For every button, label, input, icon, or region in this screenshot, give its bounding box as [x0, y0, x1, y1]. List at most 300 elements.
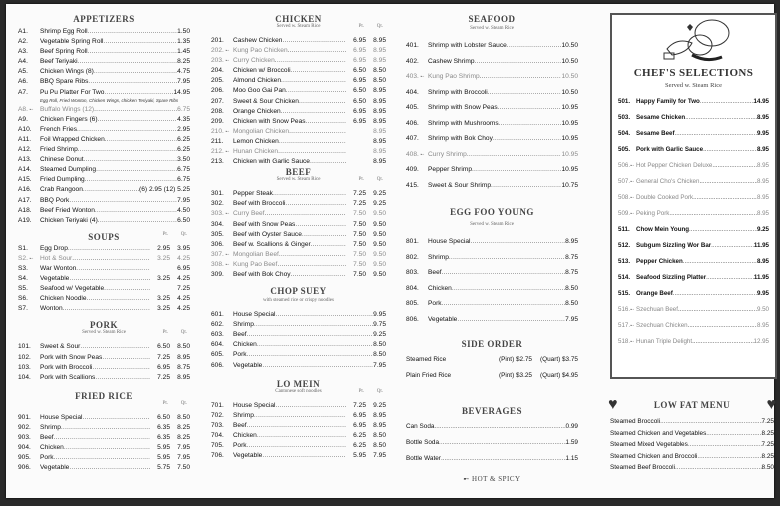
pint-price: 3.25	[157, 275, 170, 283]
quart-price: 4.25	[177, 254, 190, 262]
item-price: 1.15	[565, 455, 578, 462]
item-number: 210. ➸	[211, 127, 233, 137]
hot-spicy-legend	[406, 475, 578, 483]
pint-price: 5.75	[157, 464, 170, 472]
dot-leader	[54, 453, 150, 463]
quart-price: 7.50	[177, 464, 190, 472]
dot-leader	[678, 302, 757, 318]
item-number: 101.	[18, 343, 31, 351]
item-number: 202. ➸	[211, 46, 233, 56]
item-price: 7.25	[761, 418, 774, 425]
item-number: S4.	[18, 275, 28, 283]
item-number: A3.	[18, 48, 28, 56]
dot-leader	[84, 155, 178, 165]
dot-leader	[254, 411, 346, 421]
item-name: Pork	[233, 351, 247, 359]
seafood-header	[406, 26, 578, 38]
lo-mein-header	[211, 389, 386, 401]
item-number: 503.	[618, 114, 631, 121]
item-name: Curry Beef	[233, 210, 265, 218]
pint-label: Pt.	[358, 388, 364, 394]
menu-item	[18, 88, 190, 98]
item-number: 705.	[211, 442, 224, 449]
menu-item	[406, 250, 578, 266]
item-name: Sweet & Sour Shrimp	[428, 181, 492, 189]
item-number: 805.	[406, 300, 419, 307]
item-price: 11.95	[753, 242, 769, 249]
dot-leader	[72, 254, 150, 264]
chef-item	[612, 318, 775, 334]
egg-foo-young-title: EGG FOO YOUNG	[450, 207, 534, 217]
menu-item	[18, 155, 190, 165]
quart-label: Qt.	[376, 177, 383, 183]
item-name: Kung Pao Beef	[233, 260, 278, 268]
menu-item	[211, 76, 386, 86]
pint-price: 7.50	[353, 270, 366, 278]
item-number: 514.	[618, 274, 631, 281]
dot-leader	[703, 142, 757, 158]
pint-price: 6.25	[353, 431, 366, 439]
item-name: Seafood Sizzling Platter	[636, 274, 707, 281]
quart-price: 8.50	[373, 67, 386, 75]
item-name: Lemon Chicken	[233, 137, 279, 145]
quart-price: 9.50	[373, 220, 386, 228]
pint-price: 3.25	[157, 254, 170, 262]
dot-leader	[673, 286, 757, 302]
item-number: A19.	[18, 216, 32, 224]
quart-price: 8.95	[373, 148, 386, 156]
low-fat-item	[608, 451, 776, 463]
item-number: 604.	[211, 341, 224, 349]
item-price: 8.50	[565, 284, 578, 292]
item-number: 306.	[211, 240, 224, 248]
quart-price: 3.95	[177, 244, 190, 252]
quart-price: 9.25	[373, 401, 386, 409]
item-number: 303. ➸	[211, 209, 233, 219]
item-name: Beef with Oyster Sauce	[233, 230, 302, 238]
dot-leader	[247, 441, 346, 451]
dot-leader	[281, 76, 346, 86]
dot-leader	[281, 107, 346, 117]
item-prices	[499, 368, 578, 384]
dot-leader	[311, 240, 346, 250]
item-price: 10.95	[561, 119, 578, 127]
item-name: Fried Shrimp	[40, 146, 78, 154]
seafood-list	[406, 38, 578, 193]
fried-rice-list	[18, 413, 190, 474]
item-number: S7.	[18, 305, 28, 313]
chef-item	[612, 174, 775, 190]
item-number: A14.	[18, 166, 32, 174]
item-number: A11.	[18, 135, 32, 143]
beverage-item	[406, 435, 578, 451]
item-number: 402.	[406, 57, 419, 65]
dot-leader	[76, 264, 150, 274]
item-price: 8.95	[756, 322, 769, 329]
item-number: 507. ➸	[618, 174, 636, 190]
quart-price: 9.50	[373, 250, 386, 258]
quart-price: 8.95	[373, 411, 386, 419]
soups-list	[18, 244, 190, 315]
item-price: 9.95	[373, 311, 386, 319]
quart-price: 8.50	[373, 431, 386, 439]
dot-leader	[471, 234, 566, 250]
item-number: 409.	[406, 166, 419, 173]
item-number: A12.	[18, 146, 32, 154]
dot-leader	[88, 27, 178, 37]
quart-price: 9.50	[373, 210, 386, 218]
menu-item	[211, 36, 386, 46]
dot-leader	[688, 439, 762, 451]
item-number: 506. ➸	[618, 158, 636, 174]
dot-leader	[96, 165, 177, 175]
item-name: Seafood w/ Vegetable	[40, 285, 105, 293]
menu-item	[406, 54, 578, 70]
item-name: Beef Fried Wonton	[40, 206, 95, 214]
pint-price: (Pint) $2.75	[498, 356, 532, 363]
item-price: 8.95	[756, 114, 769, 121]
beef-title: BEEF	[285, 167, 312, 178]
item-number: 509. ➸	[618, 206, 636, 222]
item-number: 407.	[406, 135, 419, 142]
chef-item	[612, 334, 775, 350]
item-name: Chicken with Garlic Sauce	[233, 158, 310, 166]
menu-item	[18, 125, 190, 135]
item-number: S5.	[18, 285, 28, 293]
item-name: Kung Pao Chicken	[233, 47, 288, 55]
dot-leader	[54, 433, 150, 443]
menu-item	[211, 411, 386, 421]
item-price: 1.59	[565, 439, 578, 446]
dot-leader	[507, 38, 562, 54]
menu-item	[18, 453, 190, 463]
menu-item	[18, 47, 190, 57]
menu-item	[211, 421, 386, 431]
dot-leader	[712, 158, 757, 174]
menu-item	[18, 304, 190, 314]
item-price: 10.95	[561, 166, 578, 173]
egg-foo-young-list	[406, 234, 578, 327]
item-name: Cashew Chicken	[233, 37, 283, 44]
quart-price: 8.95	[373, 421, 386, 429]
dot-leader	[299, 97, 346, 107]
vegetable-heart-icon: ♥	[608, 396, 618, 413]
pint-label: Pt.	[162, 330, 168, 336]
menu-item	[406, 234, 578, 250]
item-name: Shrimp with Bok Choy	[428, 135, 493, 142]
item-number: 211.	[211, 137, 224, 145]
item-number: 706.	[211, 452, 224, 460]
dot-leader	[279, 250, 346, 260]
dot-leader	[488, 85, 562, 101]
menu-item	[211, 157, 386, 167]
low-fat-list	[608, 416, 776, 474]
item-number: S3.	[18, 264, 28, 272]
pork-list	[18, 342, 190, 382]
menu-item	[18, 216, 190, 226]
beef-header	[211, 177, 386, 189]
dot-leader	[265, 209, 346, 219]
item-number: 201.	[211, 37, 224, 44]
item-name: Beef	[233, 421, 247, 429]
menu-item	[18, 254, 190, 264]
item-name: Vegetable	[233, 361, 263, 369]
dot-leader	[675, 462, 762, 474]
low-fat-item	[608, 428, 776, 440]
menu-item	[18, 443, 190, 453]
item-number: 901.	[18, 413, 31, 421]
item-name: Almond Chicken	[233, 77, 282, 85]
item-price: 12.95	[753, 338, 769, 345]
low-fat-item	[608, 416, 776, 428]
item-number: 702.	[211, 411, 224, 419]
low-fat-item	[608, 439, 776, 451]
dot-leader	[692, 334, 753, 350]
menu-item	[211, 431, 386, 441]
item-name: House Special	[40, 413, 83, 421]
item-price: 9.50	[756, 306, 769, 313]
menu-item	[211, 189, 386, 199]
item-number: A17.	[18, 196, 32, 204]
item-price: 10.95	[561, 104, 578, 111]
pint-price: 7.25	[353, 401, 366, 409]
item-number: 513.	[618, 258, 631, 265]
pint-price: 6.95	[353, 117, 366, 125]
menu-item	[406, 100, 578, 116]
item-name: Pork with Broccoli	[40, 363, 93, 371]
quart-price: 4.25	[177, 305, 190, 313]
menu-item	[18, 175, 190, 185]
item-name: Shrimp Egg Roll	[40, 28, 88, 35]
item-number: 505.	[618, 146, 631, 153]
quart-label: Qt.	[180, 330, 187, 336]
quart-price: 7.25	[177, 285, 190, 293]
item-number: 906.	[18, 464, 31, 472]
item-number: 804.	[406, 284, 419, 292]
pint-price: 6.50	[353, 87, 366, 95]
item-name: Vegetable Spring Roll	[40, 38, 104, 46]
item-price: 4.35	[177, 115, 190, 123]
menu-item	[406, 69, 578, 85]
item-name: Beef	[40, 434, 54, 441]
item-name: Chicken	[233, 431, 257, 439]
side-order-item	[406, 352, 578, 368]
pint-price: 6.35	[157, 423, 170, 431]
item-number: 415.	[406, 181, 419, 189]
item-number: 213.	[211, 158, 224, 166]
item-name: Shrimp with Lobster Sauce	[428, 42, 507, 49]
dot-leader	[685, 110, 757, 126]
menu-item	[18, 135, 190, 145]
item-price: 9.25	[373, 331, 386, 339]
menu-item	[211, 250, 386, 260]
item-name: Foil Wrapped Chicken	[40, 135, 105, 143]
menu-item	[406, 131, 578, 147]
menu-item	[211, 230, 386, 240]
item-number: A4.	[18, 58, 28, 66]
item-name: Chicken	[233, 341, 257, 349]
item-number: 903.	[18, 434, 31, 441]
item-name: Hot Pepper Chicken Deluxe	[636, 162, 713, 169]
item-number: 308. ➸	[211, 260, 233, 270]
dot-leader	[675, 126, 757, 142]
chefs-selections-list	[612, 94, 775, 350]
item-name: Beef with Bok Choy	[233, 270, 291, 278]
pork-header	[18, 330, 190, 342]
item-name: Bottle Soda	[406, 439, 440, 446]
egg-foo-young-subtitle: Served w. Steam Rice	[470, 222, 514, 227]
item-name: Pepper Chicken	[636, 258, 683, 265]
menu-item	[18, 284, 190, 294]
column-2	[211, 4, 386, 461]
item-name: Shrimp with Mushrooms	[428, 119, 499, 127]
dot-leader	[87, 294, 150, 304]
item-name: Kung Pao Shrimp	[428, 73, 480, 80]
quart-price: 8.25	[177, 434, 190, 441]
item-price: 8.50	[373, 341, 386, 349]
fried-rice-title: FRIED RICE	[75, 390, 133, 401]
quart-price: 9.50	[373, 240, 386, 248]
quart-price: 6.95	[177, 264, 190, 272]
item-number: A18.	[18, 206, 32, 214]
menu-item	[211, 320, 386, 330]
item-price: 10.95	[561, 150, 578, 158]
item-price: 8.25	[761, 429, 774, 437]
item-name: Szechuan Beef	[636, 306, 678, 313]
dot-leader	[442, 296, 566, 312]
dot-leader	[279, 137, 346, 147]
pint-price: 5.95	[157, 444, 170, 452]
item-price: 10.50	[561, 42, 578, 49]
item-name: Sweet & Sour Chicken	[233, 97, 299, 105]
menu-item	[18, 67, 190, 77]
item-number: 401.	[406, 42, 419, 49]
dot-leader	[95, 373, 150, 383]
menu-item	[18, 264, 190, 274]
chef-item	[612, 94, 775, 110]
menu-item	[18, 57, 190, 67]
dot-leader	[491, 178, 561, 194]
item-price: 9.75	[373, 321, 386, 329]
dot-leader	[498, 100, 562, 116]
item-name: Beef	[428, 269, 442, 276]
item-price: 9.95	[756, 290, 769, 297]
quart-price: 8.95	[373, 107, 386, 115]
menu-item	[18, 433, 190, 443]
low-fat-title: LOW FAT MENU	[653, 400, 731, 410]
dot-leader	[247, 350, 374, 360]
pint-price: 6.95	[353, 421, 366, 429]
menu-item	[211, 97, 386, 107]
item-number: 602.	[211, 321, 224, 329]
item-number: A13.	[18, 156, 32, 164]
dot-leader	[247, 421, 346, 431]
pint-price: 3.25	[157, 305, 170, 313]
dot-leader	[295, 220, 346, 230]
item-price: 10.50	[561, 57, 578, 65]
item-name: Moo Goo Gai Pan	[233, 87, 286, 95]
item-number: S2. ➸	[18, 254, 40, 264]
pork-subtitle: Served w. Steam Rice	[82, 330, 126, 336]
dot-leader	[449, 250, 565, 266]
dot-leader	[689, 222, 757, 238]
quart-price: 8.95	[177, 353, 190, 361]
low-fat-item	[608, 462, 776, 474]
pint-price: 6.95	[353, 37, 366, 44]
item-number: A5.	[18, 68, 28, 76]
dot-leader	[98, 216, 177, 226]
item-name: Pork	[233, 442, 247, 449]
item-name: Chicken	[428, 284, 452, 292]
menu-item	[211, 66, 386, 76]
item-price: 6.75	[177, 166, 190, 174]
item-number: A2.	[18, 38, 28, 46]
item-price: 6.25	[177, 146, 190, 154]
item-number: 904.	[18, 444, 31, 452]
dot-leader	[310, 157, 346, 167]
pupu-description: Egg Roll, Fried Wonton, Chicken Wings, chicken Teriyaki, Spare Ribs	[40, 97, 179, 103]
item-name: Chicken Fingers (6)	[40, 115, 98, 123]
menu-item	[211, 127, 386, 137]
item-price: 6.75	[177, 105, 190, 113]
item-name: Beef Teriyaki	[40, 58, 78, 66]
chicken-title: CHICKEN	[275, 14, 322, 24]
pint-price: 7.25	[157, 353, 170, 361]
item-name: Pork	[428, 300, 442, 307]
hot-spicy-label: HOT & SPICY	[472, 475, 521, 483]
dot-leader	[78, 145, 177, 155]
menu-item	[211, 209, 386, 219]
item-name: Orange Beef	[636, 290, 673, 297]
item-price: 8.95	[756, 146, 769, 153]
quart-price: 8.50	[373, 77, 386, 85]
dot-leader	[77, 125, 177, 135]
dot-leader	[61, 423, 150, 433]
dot-leader	[68, 244, 150, 254]
item-name: Orange Chicken	[233, 107, 281, 115]
item-number: 704.	[211, 431, 224, 439]
dot-leader	[291, 270, 346, 280]
dot-leader	[457, 312, 565, 328]
quart-label: Qt.	[376, 388, 383, 394]
menu-item	[211, 46, 386, 56]
item-name: Steamed Chicken and Broccoli	[610, 452, 698, 460]
item-name: Beef Spring Roll	[40, 48, 88, 56]
item-price: 4.75	[177, 68, 190, 76]
menu-item	[211, 107, 386, 117]
item-name: Pork	[40, 454, 54, 462]
quart-price: 8.75	[177, 363, 190, 371]
item-price: 6.75	[177, 176, 190, 184]
item-price: 8.95	[756, 178, 769, 185]
dot-leader	[64, 443, 150, 453]
item-number: 902.	[18, 423, 31, 431]
menu-item	[211, 340, 386, 350]
item-number: 205.	[211, 77, 224, 85]
item-name: Shrimp	[233, 411, 254, 419]
item-name: Shrimp with Broccoli	[428, 88, 488, 96]
menu-item	[18, 206, 190, 216]
item-price: (6) 2.95 (12) 5.25	[139, 186, 190, 194]
item-number: 703.	[211, 421, 224, 429]
dot-leader	[95, 206, 177, 216]
dot-leader	[63, 304, 150, 314]
item-number: 207.	[211, 97, 224, 105]
item-number: 803.	[406, 269, 419, 276]
item-price: 1.35	[177, 38, 190, 46]
quart-price: 8.95	[373, 127, 386, 135]
menu-item	[18, 185, 190, 195]
